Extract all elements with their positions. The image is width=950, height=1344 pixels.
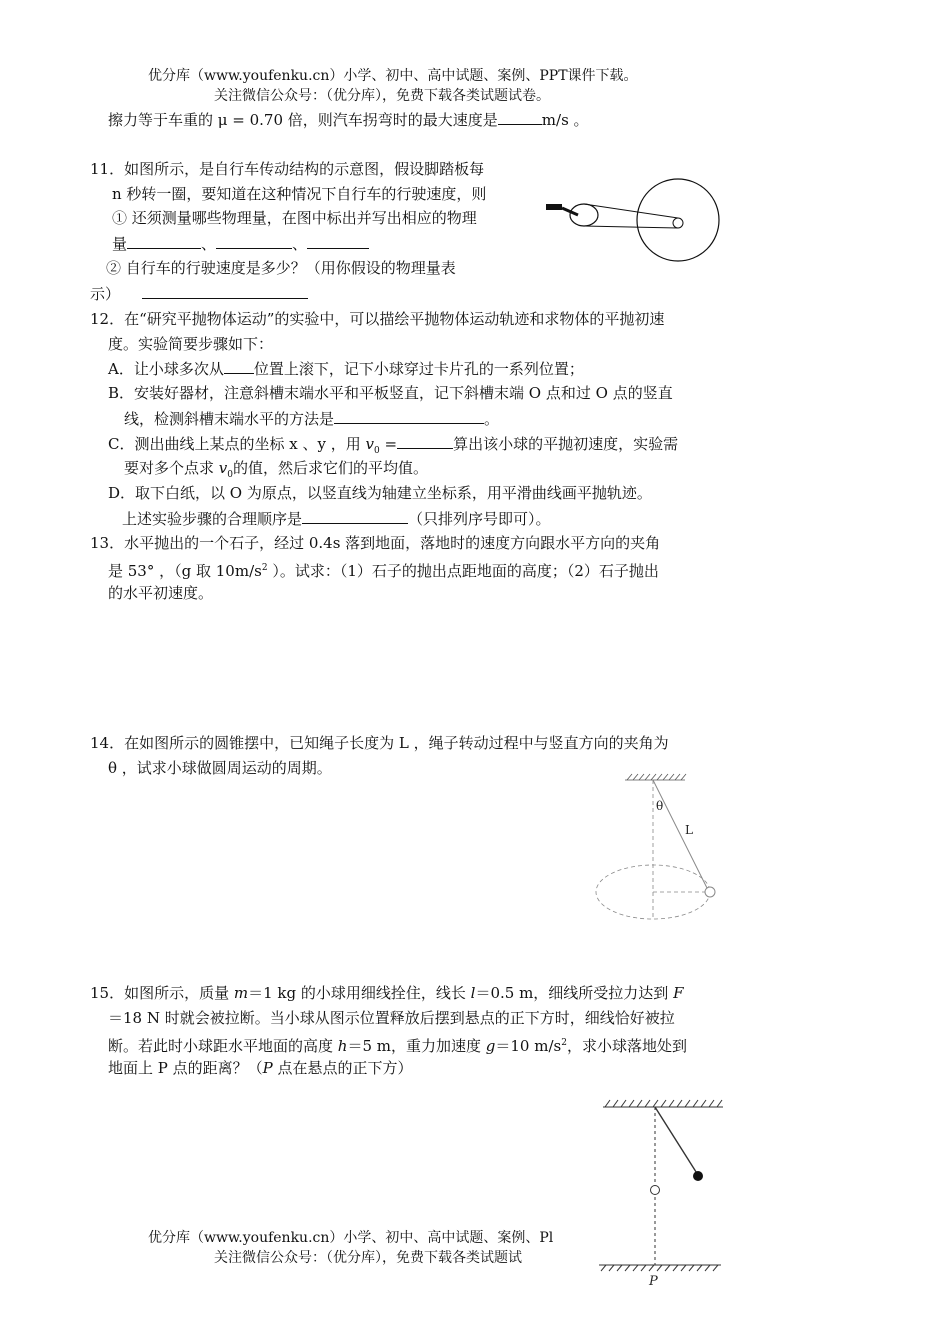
q12-step-c-eq: =: [379, 435, 398, 453]
q11-blank-2[interactable]: [216, 233, 292, 249]
q15-F-symbol: F: [673, 984, 684, 1002]
q12-step-b-line-2: [124, 408, 499, 429]
q12-blank-c[interactable]: [397, 433, 453, 449]
pendulum-break-figure: [595, 1095, 735, 1290]
q13-line-2: [108, 558, 659, 581]
q15-h-symbol: h: [337, 1037, 348, 1055]
ceiling-hatch: [625, 774, 686, 780]
q15-line-3-text-a: 断。若此时小球距水平地面的高度: [108, 1037, 338, 1055]
q12-v0-symbol-2: v: [218, 459, 228, 477]
q15-superscript: 2: [561, 1038, 567, 1048]
pedal-icon: [546, 204, 562, 210]
q15-line-2: ＝18 N 时就会被拉断。当小球从图示位置释放后摆到悬点的正下方时，细线恰好被拉: [108, 1009, 675, 1027]
q15-l-symbol: l: [470, 984, 476, 1002]
q12-step-c-line-2: [124, 458, 428, 485]
q12-blank-b[interactable]: [334, 408, 484, 424]
q11-line-6: [90, 283, 308, 304]
q12-step-c-text-1: C．测出曲线上某点的坐标 x 、y ，用: [108, 435, 366, 453]
large-chainring: [637, 179, 719, 261]
q12-line-1: 12．在“研究平抛物体运动”的实验中，可以描绘平抛物体运动轨迹和求物体的平抛初速: [90, 310, 665, 328]
q12-step-a-text-2: 位置上滚下，记下小球穿过卡片孔的一系列位置；: [253, 360, 584, 378]
q15-line-3-text-b: ＝5 m，重力加速度: [347, 1037, 486, 1055]
small-sprocket: [570, 204, 598, 226]
q14-line-1: 14．在如图所示的圆锥摆中，已知绳子长度为 L ，绳子转动过程中与竖直方向的夹角为: [90, 734, 669, 752]
length-label: L: [685, 823, 693, 837]
q15-line-4-text-b: 点在悬点的正下方）: [272, 1059, 413, 1077]
q15-g-symbol: g: [485, 1037, 496, 1055]
q12-step-a: [108, 358, 584, 379]
top-ceiling-hatch: [603, 1100, 723, 1107]
q12-step-b-text-2: 线，检测斜槽末端水平的方法是: [124, 410, 335, 428]
q12-step-a-text-1: A．让小球多次从: [108, 360, 224, 378]
q11-sep-2: 、: [292, 235, 308, 253]
q11-sep-1: 、: [201, 235, 217, 253]
bicycle-transmission-figure: [540, 175, 730, 265]
q13-line-2-text-a: 是 53° ，（g 取 10m/s: [108, 562, 262, 580]
q11-line-4: [112, 233, 369, 254]
point-P-label: P: [649, 1274, 658, 1289]
large-axle: [673, 218, 683, 228]
q12-step-b-line-1: B．安装好器材，注意斜槽末端水平和平板竖直，记下斜槽末端 O 点和过 O 点的竖直: [108, 384, 673, 402]
chain-bottom: [584, 226, 678, 228]
q13-line-1: 13．水平抛出的一个石子，经过 0.4s 落到地面，落地时的速度方向跟水平方向的夹角: [90, 534, 661, 552]
q15-m-symbol: m: [233, 984, 249, 1002]
q12-order-text-2: （只排列序号即可）。: [408, 510, 551, 528]
q11-line-1: 11．如图所示，是自行车传动结构的示意图，假设脚踏板每: [90, 160, 485, 178]
q15-line-1-text-c: ＝0.5 m，细线所受拉力达到: [475, 984, 674, 1002]
q12-step-c-text-4: 要对多个点求: [124, 459, 219, 477]
q13-line-2-text-b: ）。试求：（1）石子的抛出点距地面的高度；（2）石子抛出: [267, 562, 659, 580]
q11-blank-1[interactable]: [127, 233, 201, 249]
q12-step-b-text-3: 。: [484, 410, 500, 428]
pendulum-string: [653, 780, 709, 892]
q13-superscript: 2: [261, 563, 268, 573]
q15-line-3-text-d: ，求小球落地处到: [566, 1037, 687, 1055]
q12-step-d: D．取下白纸，以 O 为原点，以竖直线为轴建立坐标系，用平滑曲线画平抛轨迹。: [108, 484, 652, 502]
q11-line-6-text: 示）: [90, 285, 121, 303]
conical-pendulum-figure: [590, 770, 730, 930]
q11-line-4-text: 量: [112, 235, 128, 253]
q10-text-b: m/s 。: [541, 111, 589, 129]
q12-order-line: [122, 508, 551, 529]
q11-line-2: n 秒转一圈，要知道在这种情况下自行车的行驶速度，则: [112, 185, 487, 203]
footer-line-2: 关注微信公众号：（优分库），免费下载各类试题试: [214, 1250, 522, 1266]
q12-step-c-text-3: 算出该小球的平抛初速度，实验需: [453, 435, 679, 453]
pendulum-string-2: [655, 1107, 698, 1175]
q15-P-symbol: P: [262, 1059, 273, 1077]
q10-tail: [108, 109, 589, 130]
ground-hatch: [599, 1265, 721, 1271]
q10-text-a: 擦力等于车重的 μ = 0.70 倍，则汽车拐弯时的最大速度是: [108, 111, 498, 129]
q11-blank-4[interactable]: [142, 283, 308, 299]
footer-line-1: 优分库（www.youfenku.cn）小学、初中、高中试题、案例、Pl: [148, 1230, 554, 1246]
header-line-2: 关注微信公众号：（优分库），免费下载各类试题试卷。: [214, 88, 550, 104]
q13-line-3: 的水平初速度。: [108, 584, 214, 602]
q15-line-3: [108, 1033, 687, 1056]
q12-blank-a[interactable]: [224, 358, 254, 374]
q12-order-text-1: 上述实验步骤的合理顺序是: [122, 510, 303, 528]
q11-line-3: ① 还须测量哪些物理量，在图中标出并写出相应的物理: [112, 209, 477, 227]
q12-line-2: 度。实验简要步骤如下：: [108, 335, 274, 353]
q15-line-1-text-a: 15．如图所示，质量: [90, 984, 234, 1002]
theta-label: θ: [656, 799, 664, 813]
pendulum-ball: [705, 887, 715, 897]
q12-v0-subscript-2: 0: [227, 470, 233, 480]
q10-answer-blank[interactable]: [498, 109, 542, 125]
q15-line-3-text-c: ＝10 m/s: [495, 1037, 562, 1055]
q15-line-1: [90, 983, 684, 1003]
q12-step-c-text-5: 的值，然后求它们的平均值。: [233, 459, 429, 477]
q14-line-2: θ ，试求小球做圆周运动的周期。: [108, 759, 332, 777]
pendulum-ball-released: [693, 1171, 703, 1181]
q11-line-5: ② 自行车的行驶速度是多少？（用你假设的物理量表: [106, 259, 456, 277]
q11-blank-3[interactable]: [307, 233, 369, 249]
q12-v0-subscript: 0: [373, 446, 380, 456]
q15-line-4: [108, 1058, 413, 1078]
q12-step-c-line-1: [108, 433, 678, 461]
q12-v0-symbol: v: [365, 435, 374, 453]
q15-line-4-text-a: 地面上 P 点的距离？（: [108, 1059, 263, 1077]
header-line-1: 优分库（www.youfenku.cn）小学、初中、高中试题、案例、PPT课件下载。: [148, 68, 638, 84]
lowest-position-ball: [651, 1186, 660, 1195]
q12-blank-order[interactable]: [302, 508, 408, 524]
q15-line-1-text-b: ＝1 kg 的小球用细线拴住，线长: [248, 984, 471, 1002]
